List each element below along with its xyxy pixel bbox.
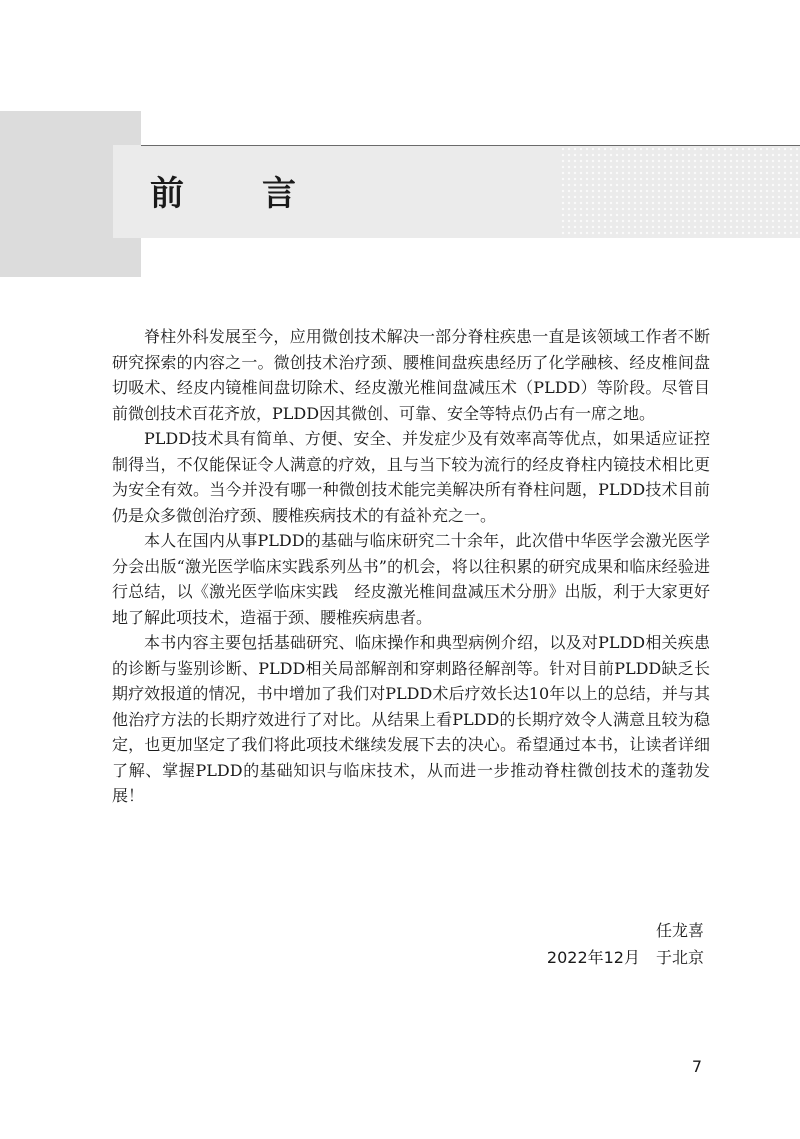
paragraph-4: 本书内容主要包括基础研究、临床操作和典型病例介绍，以及对PLDD相关疾患的诊断与鉴别诊断、PLDD相关局部解剖和穿刺路径解剖等。针对目前PLDD缺乏长期疗效报道的情况，书中增加了我们对PLDD术后疗效长达10年以上的总结，并与其他治疗方法的长期疗效进行了对比。从结果上看PLDD的长期疗效令人满意且较为稳定，也更加坚定了我们将此项技术继续发展下去的决心。希望通过本书，让读者详细了解、掌握PLDD的基础知识与临床技术，从而进一步推动脊柱微创技术的蓬勃发展！ <box>112 633 710 805</box>
page-number: 7 <box>691 1057 702 1076</box>
paragraph-2: PLDD技术具有简单、方便、安全、并发症少及有效率高等优点，如果适应证控制得当，不仅能保证令人满意的疗效，且与当下较为流行的经皮脊柱内镜技术相比更为安全有效。当今并没有哪一种微创技术能完美解决所有脊柱问题，PLDD技术目前仍是众多微创治疗颈、腰椎疾病技术的有益补充之一。 <box>112 429 710 525</box>
dot-pattern <box>560 146 800 238</box>
author-name: 任龙喜 <box>655 921 704 940</box>
date-place: 2022年12月 于北京 <box>546 948 704 967</box>
page-title: 前 言 <box>150 174 318 214</box>
paragraph-3: 本人在国内从事PLDD的基础与临床研究二十余年，此次借中华医学会激光医学分会出版“激光医学临床实践系列丛书”的机会，将以往积累的研究成果和临床经验进行总结，以《激光医学临床实践 经皮激光椎间盘减压术分册》出版，利于大家更好地了解此项技术，造福于颈、腰椎疾病患者。 <box>112 531 710 627</box>
preface-body <box>112 324 710 809</box>
signature <box>547 917 704 971</box>
paragraph-1: 脊柱外科发展至今，应用微创技术解决一部分脊柱疾患一直是该领域工作者不断研究探索的内容之一。微创技术治疗颈、腰椎间盘疾患经历了化学融核、经皮椎间盘切吸术、经皮内镜椎间盘切除术、经皮激光椎间盘减压术（PLDD）等阶段。尽管目前微创技术百花齐放，PLDD因其微创、可靠、安全等特点仍占有一席之地。 <box>112 327 710 423</box>
